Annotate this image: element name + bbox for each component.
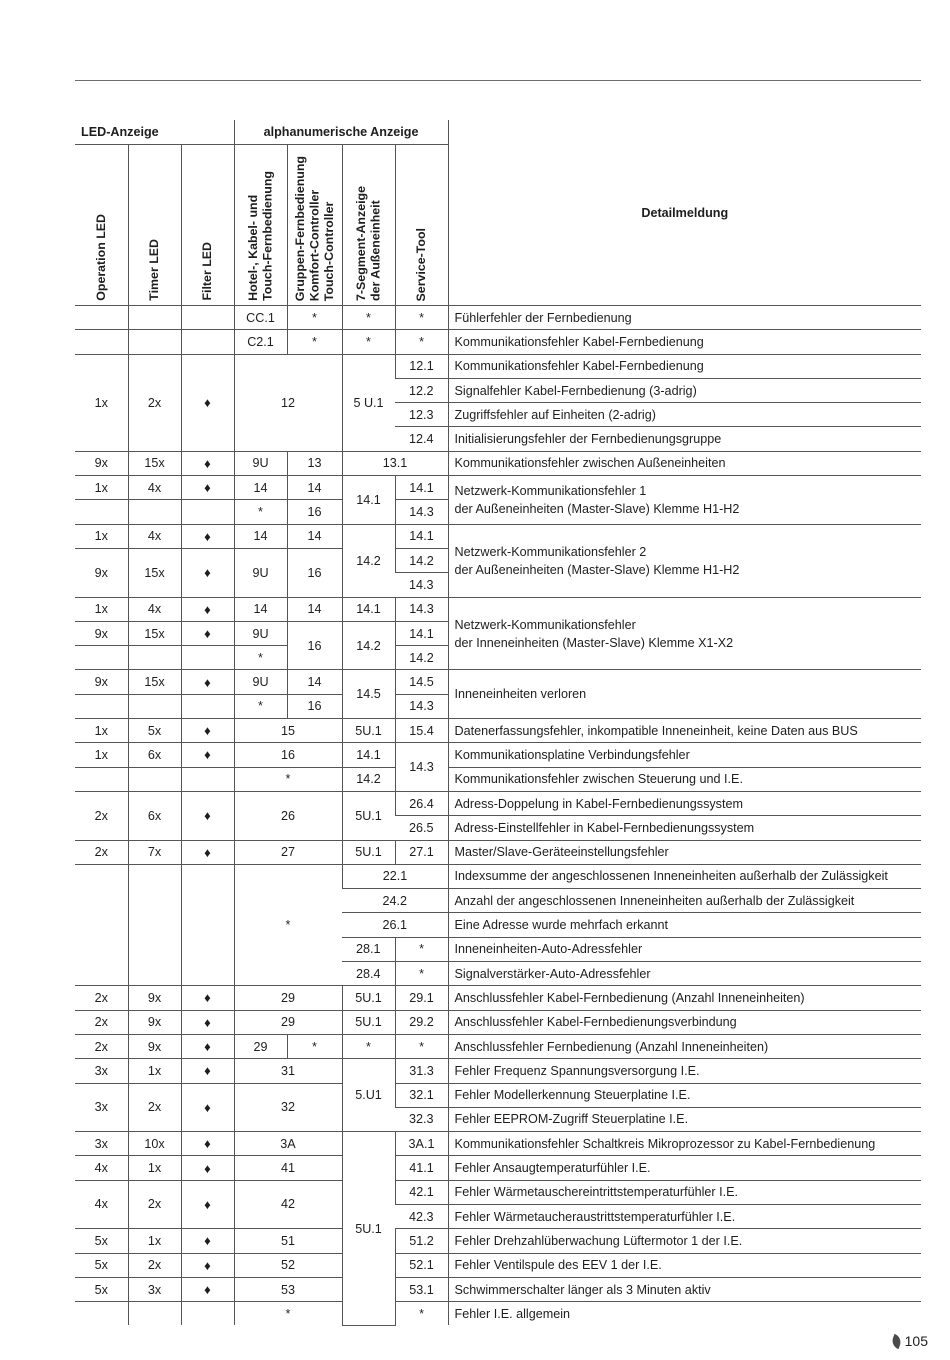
cell-detail: Zugriffsfehler auf Einheiten (2-adrig)	[448, 403, 921, 427]
cell-hotel: 9U	[234, 451, 287, 475]
filter-diamond-icon: ♦	[181, 548, 234, 597]
col-service-tool: Service-Tool	[414, 227, 429, 301]
table-row	[75, 1083, 921, 1107]
cell-service: 12.2	[395, 378, 448, 402]
cell-detail: Adress-Einstellfehler in Kabel-Fernbedienungssystem	[448, 816, 921, 840]
cell-op: 9x	[75, 451, 128, 475]
cell-op: 2x	[75, 986, 128, 1010]
cell-detail: Fehler EEPROM-Zugriff Steuerplatine I.E.	[448, 1107, 921, 1131]
cell-detail: Kommunikationsfehler zwischen Außeneinheiten	[448, 451, 921, 475]
cell-timer: 9x	[128, 986, 181, 1010]
cell-group: 16	[287, 548, 342, 597]
cell-hotel: 14	[234, 476, 287, 500]
cell-detail: Kommunikationsfehler Kabel-Fernbedienung	[448, 330, 921, 354]
col-group-line2: Komfort-Controller	[307, 189, 322, 301]
cell-timer: 1x	[128, 1156, 181, 1180]
cell-service: 42.3	[395, 1204, 448, 1228]
cell-detail: Anzahl der angeschlossenen Inneneinheiten außerhalb der Zulässigkeit	[448, 889, 921, 913]
cell-timer: 9x	[128, 1034, 181, 1058]
cell-timer: 6x	[128, 791, 181, 840]
top-rule	[75, 80, 921, 81]
cell-detail: Fehler Wärmetauschereintrittstemperaturfühler I.E.	[448, 1180, 921, 1204]
cell-op: 1x	[75, 354, 128, 451]
cell-service: 14.2	[395, 548, 448, 572]
cell-service: 14.2	[395, 646, 448, 670]
cell-seg: *	[342, 330, 395, 354]
table-row	[75, 670, 921, 694]
cell-group: 16	[287, 621, 342, 670]
cell-timer: 2x	[128, 1253, 181, 1277]
table-row	[75, 791, 921, 815]
cell-detail: Schwimmerschalter länger als 3 Minuten aktiv	[448, 1277, 921, 1301]
cell-detail: Kommunikationsfehler Schaltkreis Mikroprozessor zu Kabel-Fernbedienung	[448, 1132, 921, 1156]
cell-service: 52.1	[395, 1253, 448, 1277]
cell-group: 16	[287, 500, 342, 524]
cell-service: 26.5	[395, 816, 448, 840]
cell-op: 3x	[75, 1083, 128, 1132]
page-number: 105	[904, 1333, 928, 1349]
cell-detail: Datenerfassungsfehler, inkompatible Inneneinheit, keine Daten aus BUS	[448, 719, 921, 743]
cell-op: 5x	[75, 1253, 128, 1277]
cell-detail: Fühlerfehler der Fernbedienung	[448, 306, 921, 330]
cell-service: 53.1	[395, 1277, 448, 1301]
cell-seg: 14.1	[342, 743, 395, 767]
filter-diamond-icon: ♦	[181, 1229, 234, 1253]
cell-timer: 1x	[128, 1229, 181, 1253]
cell-seg: 14.2	[342, 621, 395, 670]
cell-detail: Anschlussfehler Kabel-Fernbedienungsverbindung	[448, 1010, 921, 1034]
filter-diamond-icon: ♦	[181, 1277, 234, 1301]
col-seg-line2: der Außeneinheit	[368, 200, 383, 301]
cell-hotel-group: 53	[234, 1277, 342, 1301]
cell-hotel-group: 26	[234, 791, 342, 840]
cell-hotel: 9U	[234, 670, 287, 694]
cell-service: 14.1	[395, 621, 448, 645]
cell-timer: 4x	[128, 476, 181, 500]
cell-detail: Kommunikationsfehler zwischen Steuerung und I.E.	[448, 767, 921, 791]
cell-hotel: *	[234, 500, 287, 524]
cell-timer: 7x	[128, 840, 181, 864]
cell-seg: *	[342, 306, 395, 330]
cell-detail: Fehler Modellerkennung Steuerplatine I.E.	[448, 1083, 921, 1107]
cell-timer: 9x	[128, 1010, 181, 1034]
cell-hotel: 9U	[234, 548, 287, 597]
led-group-header: LED-Anzeige	[75, 120, 234, 145]
table-row	[75, 1277, 921, 1301]
cell-service: 42.1	[395, 1180, 448, 1204]
cell-detail: Fehler I.E. allgemein	[448, 1302, 921, 1326]
detail-line: der Außeneinheiten (Master-Slave) Klemme H1-H2	[454, 501, 740, 516]
filter-diamond-icon: ♦	[181, 719, 234, 743]
table-row	[75, 354, 921, 378]
cell-timer: 2x	[128, 354, 181, 451]
cell-service: 32.3	[395, 1107, 448, 1131]
cell-op: 3x	[75, 1059, 128, 1083]
cell-detail: Anschlussfehler Kabel-Fernbedienung (Anzahl Inneneinheiten)	[448, 986, 921, 1010]
cell-timer: 5x	[128, 719, 181, 743]
filter-diamond-icon: ♦	[181, 1034, 234, 1058]
cell-seg: 28.4	[342, 962, 395, 986]
cell-hotel-group: 31	[234, 1059, 342, 1083]
cell-timer: 15x	[128, 621, 181, 645]
cell-op: 1x	[75, 476, 128, 500]
cell-group: 14	[287, 670, 342, 694]
cell-group: *	[287, 306, 342, 330]
cell-hotel: 14	[234, 597, 287, 621]
col-hotel-line2: Touch-Fernbedienung	[260, 171, 275, 301]
cell-service: *	[395, 1302, 448, 1326]
table-row	[75, 743, 921, 767]
cell-group: *	[287, 1034, 342, 1058]
cell-service: 14.3	[395, 743, 448, 792]
cell-op: 4x	[75, 1156, 128, 1180]
filter-diamond-icon: ♦	[181, 791, 234, 840]
cell-service: 14.3	[395, 694, 448, 718]
cell-group: 14	[287, 476, 342, 500]
alpha-group-header: alphanumerische Anzeige	[234, 120, 448, 145]
cell-detail: Adress-Doppelung in Kabel-Fernbedienungssystem	[448, 791, 921, 815]
filter-diamond-icon: ♦	[181, 1059, 234, 1083]
cell-timer: 3x	[128, 1277, 181, 1301]
header-row-groups	[75, 120, 921, 145]
cell-service: 14.1	[395, 476, 448, 500]
cell-hotel-group: 29	[234, 1010, 342, 1034]
cell-hotel: *	[234, 646, 287, 670]
table-row	[75, 306, 921, 330]
detail-line: Netzwerk-Kommunikationsfehler 1	[454, 483, 647, 498]
col-operation-led: Operation LED	[94, 214, 108, 301]
cell-hotel-group: 29	[234, 986, 342, 1010]
cell-op: 2x	[75, 1034, 128, 1058]
cell-detail	[448, 476, 921, 525]
cell-detail: Kommunikationsfehler Kabel-Fernbedienung	[448, 354, 921, 378]
cell-detail: Inneneinheiten verloren	[448, 670, 921, 719]
cell-detail: Inneneinheiten-Auto-Adressfehler	[448, 937, 921, 961]
cell-hotel-group: 41	[234, 1156, 342, 1180]
cell-hotel-group: 3A	[234, 1132, 342, 1156]
filter-diamond-icon: ♦	[181, 524, 234, 548]
col-seg-line1: 7-Segment-Anzeige	[354, 186, 368, 301]
cell-seg: 14.1	[342, 476, 395, 525]
cell-detail: Eine Adresse wurde mehrfach erkannt	[448, 913, 921, 937]
cell-detail: Fehler Ansaugtemperaturfühler I.E.	[448, 1156, 921, 1180]
cell-service: *	[395, 1034, 448, 1058]
detail-line: Netzwerk-Kommunikationsfehler	[454, 617, 636, 632]
cell-service: 51.2	[395, 1229, 448, 1253]
filter-diamond-icon: ♦	[181, 986, 234, 1010]
table-row	[75, 1010, 921, 1034]
cell-service: *	[395, 330, 448, 354]
cell-seg: 5U.1	[342, 840, 395, 864]
cell-detail: Kommunikationsplatine Verbindungsfehler	[448, 743, 921, 767]
cell-service: *	[395, 306, 448, 330]
detail-line: der Inneneinheiten (Master-Slave) Klemme X1-X2	[454, 635, 734, 650]
table-row	[75, 476, 921, 500]
cell-detail: Anschlussfehler Fernbedienung (Anzahl Inneneinheiten)	[448, 1034, 921, 1058]
cell-seg: 5U.1	[342, 791, 395, 840]
cell-hotel-group: *	[234, 864, 342, 985]
table-row	[75, 330, 921, 354]
cell-service: 14.3	[395, 500, 448, 524]
cell-detail: Indexsumme der angeschlossenen Inneneinheiten außerhalb der Zulässigkeit	[448, 864, 921, 888]
cell-service: 15.4	[395, 719, 448, 743]
col-group-line3: Touch-Controller	[321, 201, 336, 301]
cell-seg: 5U.1	[342, 719, 395, 743]
cell-op: 9x	[75, 670, 128, 694]
col-group-remote	[293, 156, 337, 301]
table-row	[75, 719, 921, 743]
filter-diamond-icon: ♦	[181, 354, 234, 451]
page-footer	[892, 1333, 928, 1349]
cell-seg: 5U.1	[342, 986, 395, 1010]
cell-hotel-group: 52	[234, 1253, 342, 1277]
cell-op: 4x	[75, 1180, 128, 1229]
cell-op: 1x	[75, 524, 128, 548]
cell-detail: Signalfehler Kabel-Fernbedienung (3-adrig)	[448, 378, 921, 402]
cell-op: 1x	[75, 743, 128, 767]
cell-service: 29.1	[395, 986, 448, 1010]
cell-hotel: 9U	[234, 621, 287, 645]
cell-group: 13	[287, 451, 342, 475]
cell-op: 3x	[75, 1132, 128, 1156]
cell-seg: 14.5	[342, 670, 395, 719]
cell-service: 32.1	[395, 1083, 448, 1107]
cell-service: 12.4	[395, 427, 448, 451]
cell-detail: Fehler Drehzahlüberwachung Lüftermotor 1 der I.E.	[448, 1229, 921, 1253]
table-row	[75, 1253, 921, 1277]
col-hotel-remote	[246, 171, 275, 301]
cell-timer: 10x	[128, 1132, 181, 1156]
filter-diamond-icon: ♦	[181, 1010, 234, 1034]
cell-service: 14.1	[395, 524, 448, 548]
cell-timer: 15x	[128, 670, 181, 694]
cell-seg: 5 U.1	[342, 354, 395, 451]
cell-service: *	[395, 962, 448, 986]
table-row	[75, 1156, 921, 1180]
cell-detail	[448, 597, 921, 670]
filter-diamond-icon: ♦	[181, 840, 234, 864]
cell-op: 5x	[75, 1229, 128, 1253]
cell-op: 9x	[75, 548, 128, 597]
cell-seg-service: 24.2	[342, 889, 448, 913]
table-row	[75, 1059, 921, 1083]
cell-group: 14	[287, 524, 342, 548]
col-seven-segment	[354, 186, 383, 301]
table-row	[75, 1034, 921, 1058]
filter-diamond-icon: ♦	[181, 451, 234, 475]
cell-service: *	[395, 937, 448, 961]
cell-hotel-group: 16	[234, 743, 342, 767]
cell-service: 31.3	[395, 1059, 448, 1083]
detail-line: Netzwerk-Kommunikationsfehler 2	[454, 544, 647, 559]
cell-seg: 14.2	[342, 767, 395, 791]
cell-detail: Master/Slave-Geräteeinstellungsfehler	[448, 840, 921, 864]
cell-hotel: CC.1	[234, 306, 287, 330]
cell-service: 12.1	[395, 354, 448, 378]
cell-hotel-group: 42	[234, 1180, 342, 1229]
table-row	[75, 986, 921, 1010]
filter-diamond-icon: ♦	[181, 1180, 234, 1229]
cell-seg: 5U.1	[342, 1132, 395, 1326]
detail-line: der Außeneinheiten (Master-Slave) Klemme H1-H2	[454, 562, 740, 577]
cell-group: 16	[287, 694, 342, 718]
cell-detail: Signalverstärker-Auto-Adressfehler	[448, 962, 921, 986]
filter-diamond-icon: ♦	[181, 1156, 234, 1180]
cell-op: 2x	[75, 1010, 128, 1034]
cell-service: 27.1	[395, 840, 448, 864]
cell-op: 1x	[75, 597, 128, 621]
filter-diamond-icon: ♦	[181, 476, 234, 500]
cell-service: 12.3	[395, 403, 448, 427]
table-row	[75, 840, 921, 864]
cell-timer: 1x	[128, 1059, 181, 1083]
table-row	[75, 767, 921, 791]
cell-hotel: 29	[234, 1034, 287, 1058]
detail-header: Detailmeldung	[448, 120, 921, 306]
cell-op: 2x	[75, 840, 128, 864]
filter-diamond-icon: ♦	[181, 1083, 234, 1132]
table-row	[75, 597, 921, 621]
cell-op: 1x	[75, 719, 128, 743]
cell-timer: 15x	[128, 548, 181, 597]
cell-service: 14.3	[395, 573, 448, 597]
cell-seg-service: 26.1	[342, 913, 448, 937]
cell-hotel-group: *	[234, 767, 342, 791]
cell-detail: Fehler Ventilspule des EEV 1 der I.E.	[448, 1253, 921, 1277]
table-row	[75, 1132, 921, 1156]
cell-timer: 4x	[128, 597, 181, 621]
cell-service: 3A.1	[395, 1132, 448, 1156]
cell-hotel: 14	[234, 524, 287, 548]
filter-diamond-icon: ♦	[181, 1132, 234, 1156]
cell-timer: 2x	[128, 1083, 181, 1132]
cell-service: 14.5	[395, 670, 448, 694]
col-timer-led: Timer LED	[147, 239, 162, 301]
cell-seg-service: 22.1	[342, 864, 448, 888]
cell-seg: *	[342, 1034, 395, 1058]
cell-detail: Fehler Wärmetaucheraustrittstemperaturfühler I.E.	[448, 1204, 921, 1228]
table-row	[75, 864, 921, 888]
cell-seg: 5.U1	[342, 1059, 395, 1132]
col-filter-led: Filter LED	[200, 242, 215, 301]
cell-service: 29.2	[395, 1010, 448, 1034]
cell-hotel-group: 27	[234, 840, 342, 864]
cell-hotel-group: 51	[234, 1229, 342, 1253]
cell-hotel-group: *	[234, 1302, 342, 1326]
cell-hotel-group: 32	[234, 1083, 342, 1132]
cell-seg-service: 13.1	[342, 451, 448, 475]
cell-detail: Fehler Frequenz Spannungsversorgung I.E.	[448, 1059, 921, 1083]
cell-timer: 2x	[128, 1180, 181, 1229]
cell-hotel: C2.1	[234, 330, 287, 354]
col-hotel-line1: Hotel-, Kabel- und	[246, 194, 260, 301]
table-row	[75, 1180, 921, 1204]
cell-seg: 28.1	[342, 937, 395, 961]
cell-hotel-group: 12	[234, 354, 342, 451]
filter-diamond-icon: ♦	[181, 670, 234, 694]
cell-timer: 4x	[128, 524, 181, 548]
cell-seg: 14.2	[342, 524, 395, 597]
table-row	[75, 524, 921, 548]
filter-diamond-icon: ♦	[181, 1253, 234, 1277]
filter-diamond-icon: ♦	[181, 743, 234, 767]
cell-service: 14.3	[395, 597, 448, 621]
cell-service: 26.4	[395, 791, 448, 815]
cell-timer: 15x	[128, 451, 181, 475]
cell-timer: 6x	[128, 743, 181, 767]
cell-group: *	[287, 330, 342, 354]
error-code-table	[75, 120, 921, 1326]
cell-detail: Initialisierungsfehler der Fernbedienungsgruppe	[448, 427, 921, 451]
cell-hotel-group: 15	[234, 719, 342, 743]
cell-op: 5x	[75, 1277, 128, 1301]
col-group-line1: Gruppen-Fernbedienung	[292, 155, 307, 301]
cell-op: 2x	[75, 791, 128, 840]
filter-diamond-icon: ♦	[181, 621, 234, 645]
cell-group: 14	[287, 597, 342, 621]
table-row	[75, 1302, 921, 1326]
cell-service: 41.1	[395, 1156, 448, 1180]
table-row	[75, 1229, 921, 1253]
cell-detail	[448, 524, 921, 597]
filter-diamond-icon: ♦	[181, 597, 234, 621]
cell-seg: 14.1	[342, 597, 395, 621]
cell-seg: 5U.1	[342, 1010, 395, 1034]
leaf-icon	[890, 1333, 903, 1348]
cell-op: 9x	[75, 621, 128, 645]
cell-hotel: *	[234, 694, 287, 718]
table-row	[75, 451, 921, 475]
